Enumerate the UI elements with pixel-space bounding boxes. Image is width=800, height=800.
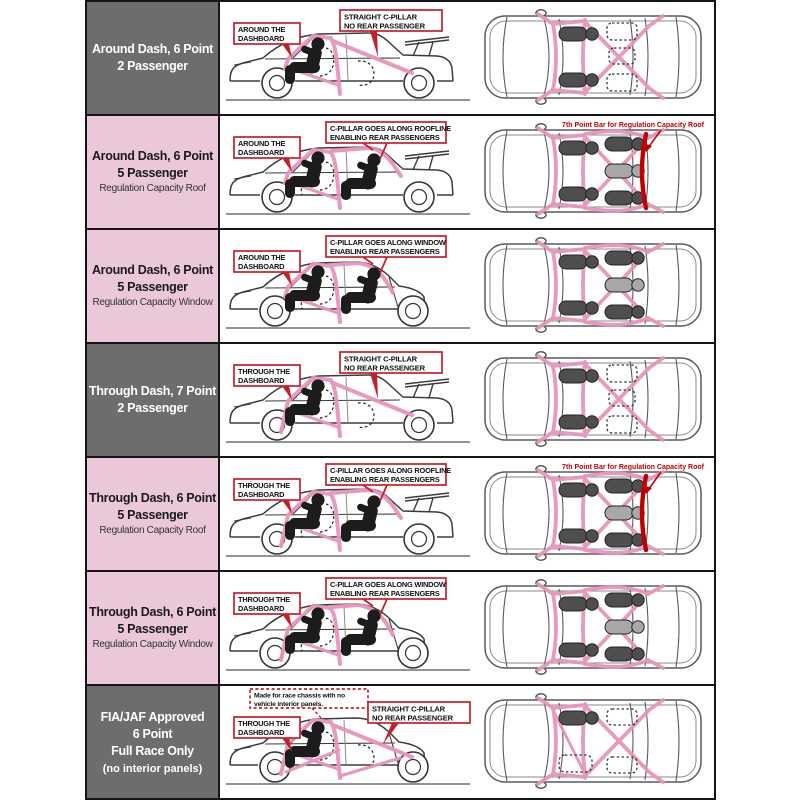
side-view — [222, 117, 474, 227]
subtitle-line: Regulation Capacity Roof — [99, 524, 206, 536]
callout-text: NO REAR PASSENGER — [344, 21, 425, 31]
callout-text: NO REAR PASSENGER — [344, 363, 425, 373]
subtitle-line: Regulation Capacity Roof — [99, 182, 206, 194]
rear-wing — [405, 379, 449, 398]
callout-text: ENABLING REAR PASSENGERS — [330, 133, 440, 143]
side-view-svg — [222, 459, 474, 569]
passenger-figure — [559, 711, 598, 725]
side-view — [222, 573, 474, 683]
passenger-figure — [559, 255, 598, 269]
config-row — [87, 456, 714, 570]
callout-text: AROUND THE — [238, 253, 286, 263]
callout-text: DASHBOARD — [238, 376, 285, 386]
callout-text: THROUGH THE — [238, 367, 290, 377]
title-line: Around Dash, 6 Point — [91, 42, 214, 57]
title-line: 2 Passenger — [117, 59, 188, 73]
dashboard-callout — [234, 23, 300, 44]
subtitle-line: Full Race Only — [111, 743, 194, 758]
c-pillar-callout — [340, 10, 442, 31]
top-view — [480, 345, 710, 455]
top-view-car — [485, 238, 701, 332]
side-view-svg — [222, 3, 474, 113]
title-line: 5 Passenger — [117, 280, 188, 294]
passenger-figure — [559, 643, 598, 657]
dashboard-callout — [234, 365, 300, 386]
rear-wing — [405, 37, 449, 56]
title-line: Through Dash, 6 Point — [88, 605, 217, 620]
config-row — [87, 570, 714, 684]
c-pillar-callout — [340, 352, 442, 373]
side-view — [222, 687, 474, 797]
callout-text: DASHBOARD — [238, 262, 285, 272]
passenger-figure — [559, 187, 598, 201]
illustration-cell — [220, 458, 714, 570]
top-view — [480, 459, 710, 569]
top-view — [480, 3, 710, 113]
race-chassis-note — [250, 689, 368, 708]
passenger-figure — [559, 529, 598, 543]
subtitle-line: (no interior panels) — [102, 763, 203, 776]
config-row — [87, 228, 714, 342]
top-view — [480, 687, 710, 797]
passenger-figure — [605, 533, 644, 547]
passenger-figure — [605, 164, 644, 178]
wheel — [404, 182, 434, 212]
callout-text: Made for race chassis with no — [254, 692, 345, 700]
title-line: FIA/JAF Approved — [100, 709, 205, 724]
dashboard-callout — [234, 717, 300, 738]
title-line: Through Dash, 7 Point — [88, 384, 217, 399]
passenger-figure — [605, 620, 644, 634]
callout-pointer — [282, 386, 292, 400]
side-view-svg — [222, 117, 474, 227]
row-label — [87, 344, 220, 456]
callout-text: DASHBOARD — [238, 604, 285, 614]
callout-pointer — [370, 31, 378, 57]
title-line: 6 Point — [132, 726, 173, 741]
passenger-figure — [605, 191, 644, 205]
passenger-figure — [605, 251, 644, 265]
illustration-cell — [220, 2, 714, 114]
callout-text: ENABLING REAR PASSENGERS — [330, 475, 440, 485]
passenger-figure — [605, 305, 644, 319]
callout-text: THROUGH THE — [238, 595, 290, 605]
seventh-point-note: 7th Point Bar for Regulation Capacity Roof — [562, 122, 704, 129]
config-row — [87, 114, 714, 228]
callout-text: NO REAR PASSENGER — [372, 713, 453, 723]
title-line: 5 Passenger — [117, 166, 188, 180]
title-line: 5 Passenger — [117, 622, 188, 636]
callout-text: STRAIGHT C-PILLAR — [344, 12, 417, 22]
callout-text: DASHBOARD — [238, 148, 285, 158]
callout-text: C-PILLAR GOES ALONG WINDOW — [330, 580, 446, 590]
callout-text: DASHBOARD — [238, 490, 285, 500]
title-line: 2 Passenger — [117, 401, 188, 415]
row-label — [87, 116, 220, 228]
rear-passenger-figure — [341, 267, 381, 314]
callout-text: STRAIGHT C-PILLAR — [372, 704, 445, 714]
passenger-figure — [605, 593, 644, 607]
callout-pointer — [282, 500, 292, 514]
top-view-svg — [480, 345, 710, 455]
callout-text: DASHBOARD — [238, 34, 285, 44]
callout-text: THROUGH THE — [238, 481, 290, 491]
side-view-svg — [222, 345, 474, 455]
dashboard-callout — [234, 137, 300, 158]
c-pillar-callout — [326, 122, 451, 143]
top-view — [480, 231, 710, 341]
row-label — [87, 686, 220, 798]
side-view-svg — [222, 231, 474, 341]
passenger-figure — [605, 479, 644, 493]
top-view — [480, 573, 710, 683]
passenger-figure — [559, 141, 598, 155]
top-view-car — [485, 466, 701, 560]
top-view-svg — [480, 231, 710, 341]
callout-text: STRAIGHT C-PILLAR — [344, 354, 417, 364]
top-view-svg — [480, 459, 710, 569]
passenger-figure — [605, 278, 644, 292]
config-row — [87, 684, 714, 798]
config-row — [87, 342, 714, 456]
passenger-figure — [559, 597, 598, 611]
passenger-figure — [559, 301, 598, 315]
callout-text: C-PILLAR GOES ALONG ROOFLINE — [330, 466, 451, 476]
wheel — [398, 638, 428, 668]
top-view-car — [485, 694, 701, 788]
callout-pointer — [312, 708, 322, 719]
passenger-figure — [605, 506, 644, 520]
callout-text: ENABLING REAR PASSENGERS — [330, 589, 440, 599]
title-line: Around Dash, 6 Point — [91, 263, 214, 278]
top-view-car — [485, 580, 701, 674]
config-row — [87, 2, 714, 114]
top-view — [480, 117, 710, 227]
passenger-figure — [559, 73, 598, 87]
illustration-cell — [220, 572, 714, 684]
passenger-figure — [605, 137, 644, 151]
rear-wing — [405, 151, 449, 170]
passenger-figure — [559, 369, 598, 383]
side-view-svg — [222, 573, 474, 683]
top-view-svg — [480, 3, 710, 113]
dashboard-callout — [234, 593, 300, 614]
illustration-cell — [220, 116, 714, 228]
side-view — [222, 231, 474, 341]
row-label — [87, 230, 220, 342]
passenger-figure — [559, 27, 598, 41]
side-view — [222, 345, 474, 455]
subtitle-line: Regulation Capacity Window — [92, 296, 213, 308]
rear-wing — [405, 493, 449, 512]
side-view-svg — [222, 687, 474, 797]
c-pillar-callout — [326, 236, 446, 257]
top-view-car — [485, 352, 701, 446]
c-pillar-callout — [326, 464, 451, 485]
callout-text: THROUGH THE — [238, 719, 290, 729]
c-pillar-callout — [326, 578, 446, 599]
illustration-cell — [220, 230, 714, 342]
c-pillar-callout — [368, 702, 470, 723]
callout-text: AROUND THE — [238, 139, 286, 149]
illustration-cell — [220, 686, 714, 798]
wheel — [398, 296, 428, 326]
rear-passenger-figure — [341, 609, 381, 656]
dashboard-callout — [234, 251, 300, 272]
passenger-figure — [559, 415, 598, 429]
row-label — [87, 2, 220, 114]
callout-text: AROUND THE — [238, 25, 286, 35]
callout-text: C-PILLAR GOES ALONG WINDOW — [330, 238, 446, 248]
wheel — [404, 524, 434, 554]
callout-text: ENABLING REAR PASSENGERS — [330, 247, 440, 257]
title-line: Through Dash, 6 Point — [88, 491, 217, 506]
callout-pointer — [282, 272, 292, 286]
callout-pointer — [282, 158, 292, 172]
top-view-car — [485, 10, 701, 104]
callout-text: vehicle interior panels. — [254, 701, 323, 708]
callout-text: DASHBOARD — [238, 728, 285, 738]
side-view — [222, 459, 474, 569]
title-line: 5 Passenger — [117, 508, 188, 522]
top-view-svg — [480, 687, 710, 797]
callout-text: C-PILLAR GOES ALONG ROOFLINE — [330, 124, 451, 134]
passenger-figure — [559, 483, 598, 497]
row-label — [87, 458, 220, 570]
title-line: Around Dash, 6 Point — [91, 149, 214, 164]
row-label — [87, 572, 220, 684]
seventh-point-note: 7th Point Bar for Regulation Capacity Roof — [562, 464, 704, 471]
top-view-car — [485, 124, 701, 218]
subtitle-line: Regulation Capacity Window — [92, 638, 213, 650]
callout-pointer — [370, 373, 378, 399]
dashboard-callout — [234, 479, 300, 500]
roll-cage-chart-table — [85, 0, 716, 800]
passenger-figure — [605, 647, 644, 661]
top-view-svg — [480, 117, 710, 227]
side-view — [222, 3, 474, 113]
top-view-svg — [480, 573, 710, 683]
illustration-cell — [220, 344, 714, 456]
